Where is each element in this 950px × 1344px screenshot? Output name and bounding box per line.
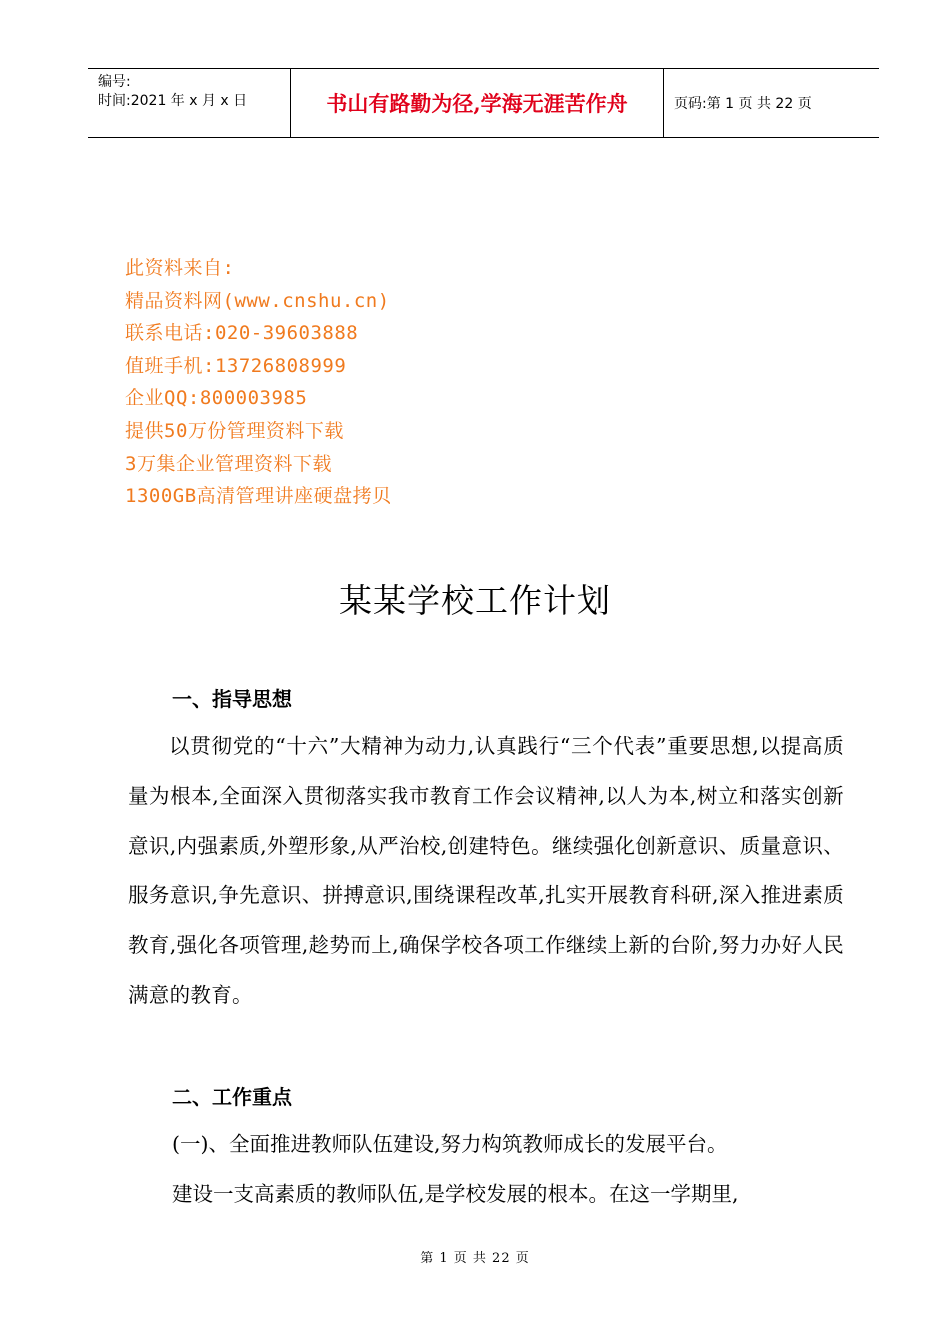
ad-line: 此资料来自:: [125, 257, 235, 279]
ad-line: 1300GB高清管理讲座硬盘拷贝: [125, 485, 392, 508]
work-focus-subheading: (一)、全面推进教师队伍建设,努力构筑教师成长的发展平台。: [172, 1132, 728, 1156]
motto-text: 书山有路勤为径,学海无涯苦作舟: [326, 91, 628, 116]
ad-line: 联系电话:020-39603888: [125, 322, 359, 345]
page-header: [88, 68, 879, 138]
document-title: 某某学校工作计划: [339, 581, 611, 620]
source-ad-block: [125, 252, 392, 513]
time-label: 时间:2021 年 x 月 x 日: [98, 93, 248, 109]
header-motto-cell: [291, 69, 664, 137]
ad-line: 值班手机:13726808999: [125, 354, 347, 377]
header-page-cell: [664, 69, 879, 137]
header-meta-cell: [88, 69, 291, 137]
section-heading-guiding-ideology: 一、指导思想: [172, 687, 292, 711]
page-info: 页码:第 1 页 共 22 页: [674, 96, 812, 112]
ad-line: 提供50万份管理资料下载: [125, 419, 344, 442]
ad-line: 3万集企业管理资料下载: [125, 452, 332, 475]
ad-line: 企业QQ:800003985: [125, 387, 308, 410]
section-heading-work-focus: 二、工作重点: [172, 1085, 292, 1109]
serial-label: 编号:: [98, 74, 131, 90]
ad-line: 精品资料网(www.cnshu.cn): [125, 289, 390, 312]
page-footer: 第 1 页 共 22 页: [420, 1251, 530, 1266]
guiding-ideology-paragraph: 以贯彻党的“十六”大精神为动力,认真践行“三个代表”重要思想,以提高质量为根本,全面深入贯彻落实我市教育工作会议精神,以人为本,树立和落实创新意识,内强素质,外塑形象,从严治校,创建特色。继续强化创新意识、质量意识、服务意识,争先意识、拼搏意识,围绕课程改革,扎实开展教育科研,深入推进素质教育,强化各项管理,趁势而上,确保学校各项工作继续上新的台阶,努力办好人民满意的教育。: [128, 734, 844, 1007]
work-focus-paragraph: 建设一支高素质的教师队伍,是学校发展的根本。在这一学期里,: [172, 1182, 739, 1206]
